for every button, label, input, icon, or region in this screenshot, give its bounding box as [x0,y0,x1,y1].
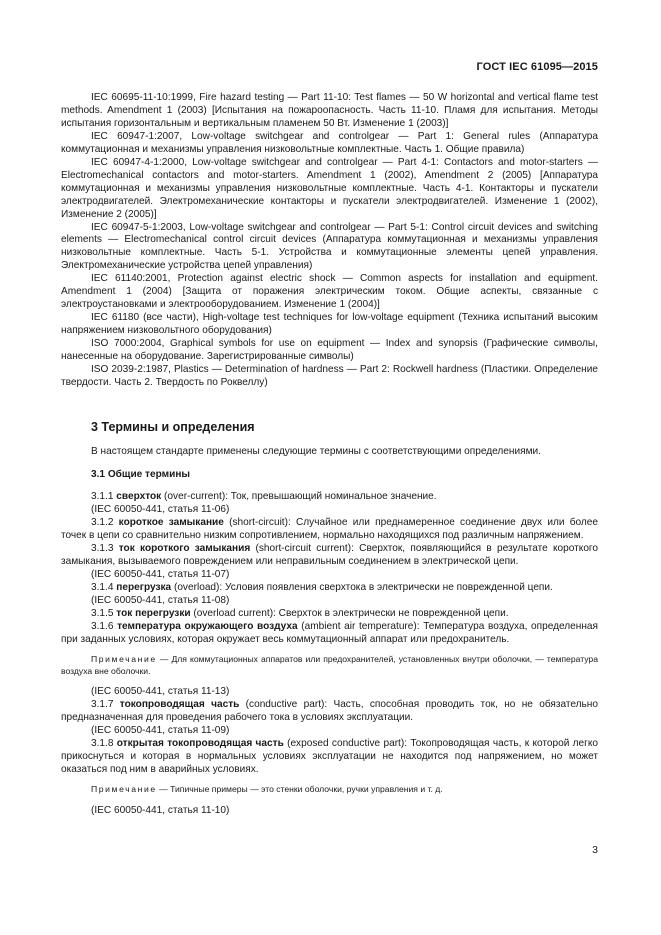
note-text: — Типичные примеры — это стенки оболочки, ручки управления и т. д. [156,784,443,794]
term-definition [61,581,598,594]
term-reference: (IEC 60050-441, статья 11-07) [91,569,230,580]
term-name: сверхток [116,491,162,502]
term-text: (overload): Условия появления сверхтока в электрически не поврежденной цепи. [171,582,553,593]
reference-item: IEC 61140:2001, Protection against electric shock — Common aspects for installation and equipment. Amendment 1 (2004) [Защита от поражения электрическим током. Общие аспекты, связанные с электроустановками и электрооборудованием. Изменение 1 (2004)] [61,273,598,311]
term-definition [61,516,598,542]
reference-item: IEC 60695-11-10:1999, Fire hazard testing — Part 11-10: Test flames — 50 W horizontal and vertical flame test methods. Amendment 1 (2003) [Испытания на пожароопасность. Часть 11-10. Пламя для испытания. Методы испытания горизонтальным и вертикальным пламенем 50 Вт. Изменение 1 (2003)] [61,92,598,129]
term-name: токопроводящая часть [119,699,240,710]
note-text: — Для коммутационных аппаратов или предохранителей, установленных внутри оболочки, — температура воздуха вне оболочки. [61,654,598,676]
term-number: 3.1.6 [91,621,114,632]
term-text: (ambient air temperature): Температура воздуха, определенная при заданных условиях, которая окружает весь коммутационный аппарат или предохранитель. [61,621,598,645]
reference-item: IEC 60947-4-1:2000, Low-voltage switchgear and controlgear — Part 4-1: Contactors and motor-starters — Electromechanical contactors and motor-starters. Amendment 1 (2002), Amendment 2 (2005) [Аппаратура коммутационная и механизмы управления низковольтные комплектные. Часть 4-1. Контакторы и пускатели электродвигателей. Электромеханические контакторы и пускатели электродвигателей. Изменение 1 (2002), Изменение 2 (2005)] [61,156,598,220]
term-number: 3.1.3 [91,543,114,554]
term-reference: (IEC 60050-441, статья 11-06) [91,504,230,515]
term-number: 3.1.8 [91,738,114,749]
normative-references [61,92,598,390]
reference-item: IEC 60947-1:2007, Low-voltage switchgear and controlgear — Part 1: General rules (Аппаратура коммутационная и механизмы управления низковольтные комплектные. Часть 1. Общие правила) [61,130,598,155]
term-name: температура окружающего воздуха [117,621,298,632]
reference-item: ISO 7000:2004, Graphical symbols for use on equipment — Index and synopsis (Графические символы, нанесенные на оборудование. Зарегистрированные символы) [61,338,598,363]
term-text: (exposed conductive part): Токопроводящая часть, к которой легко прикоснуться и которая в нормальных условиях эксплуатации не находится под напряжением, но может оказаться под ним в аварийных условиях. [61,738,598,775]
term-definition [61,620,598,646]
term-reference: (IEC 60050-441, статья 11-13) [91,686,230,697]
subsection-title: 3.1 Общие термины [91,469,191,480]
term-definition [61,737,598,776]
reference-item: IEC 60947-5-1:2003, Low-voltage switchgear and controlgear — Part 5-1: Control circuit devices and switching elements — Electromechanical control circuit devices (Аппаратура коммутационная и механизмы управления низковольтные комплектные. Часть 5-1. Устройства и коммутационные элементы цепей управления. Электромеханические устройства цепей управления) [61,221,598,272]
term-number: 3.1.4 [91,582,114,593]
term-number: 3.1.2 [91,517,114,528]
term-reference: (IEC 60050-441, статья 11-08) [91,595,230,606]
term-text: (conductive part): Часть, способная проводить ток, но не обязательно предназначенная для проведения рабочего тока в условиях эксплуатации. [61,699,598,723]
term-name: ток перегрузки [116,608,191,619]
term-reference: (IEC 60050-441, статья 11-10) [91,804,230,816]
term-number: 3.1.7 [91,699,114,710]
term-text: (short-circuit): Случайное или преднамеренное соединение двух или более точек в цепи со сравнительно низким сопротивлением, нормально находящихся под различным напряжением. [61,517,598,541]
term-name: короткое замыкание [118,517,224,528]
section-intro: В настоящем стандарте применены следующие термины с соответствующими определениями. [91,446,541,457]
term-name: перегрузка [116,582,172,593]
term-reference: (IEC 60050-441, статья 11-09) [91,725,230,736]
note [61,654,598,677]
reference-item: IEC 61180 (все части), High-voltage test techniques for low-voltage equipment (Техника испытаний высоким напряжением низковольтного оборудования) [61,312,598,337]
page-number: 3 [592,844,598,856]
term-text: (overload current): Сверхток в электрически не поврежденной цепи. [190,608,509,619]
section-title: 3 Термины и определения [91,420,255,434]
term-text: (over-current): Ток, превышающий номинальное значение. [161,491,437,502]
term-text: (short-circuit current): Сверхток, появляющийся в результате короткого замыкания, вызываемого повреждением или неправильным соединением в электрической цепи. [61,543,599,567]
term-definition [61,698,598,724]
note-label: Примечание [91,654,157,664]
term-name: открытая токопроводящая часть [116,738,284,749]
reference-item: ISO 2039-2:1987, Plastics — Determination of hardness — Part 2: Rockwell hardness (Пластики. Определение твердости. Часть 2. Твердость по Роквеллу) [61,364,598,388]
terms-body [61,445,598,817]
term-definition [61,607,598,620]
term-name: ток короткого замыкания [118,543,251,554]
term-number: 3.1.1 [91,491,114,502]
note [61,784,598,796]
document-header: ГОСТ IEC 61095—2015 [476,61,598,73]
note-label: Примечание [91,784,157,794]
term-definition [61,542,598,568]
term-definition [61,490,598,503]
term-number: 3.1.5 [91,608,114,619]
